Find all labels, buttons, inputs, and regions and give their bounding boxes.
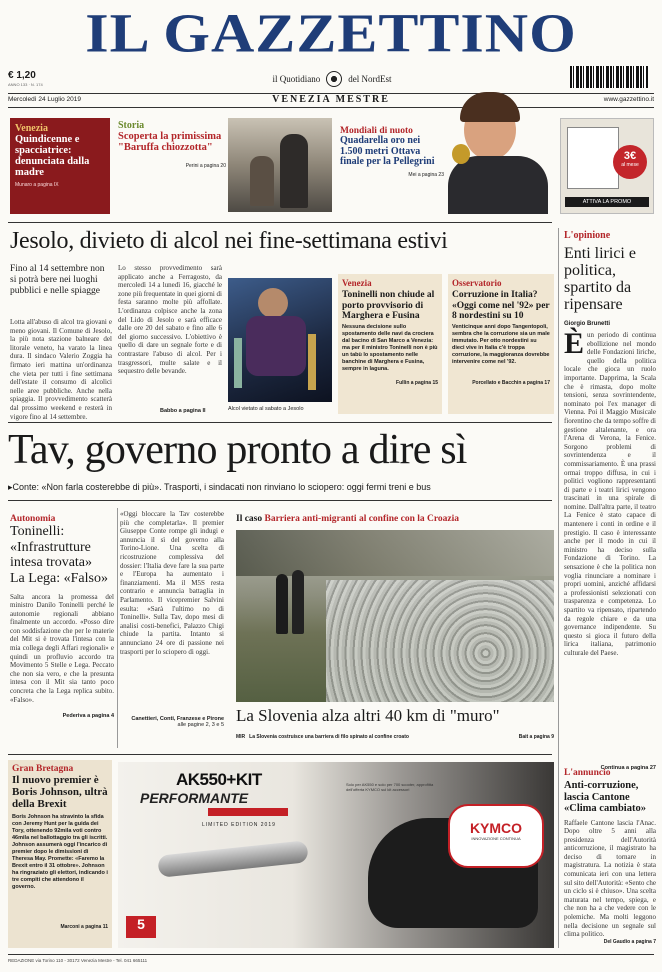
promo-price: 3€ [623,150,637,162]
gb-headline: Il nuovo premier è Boris Johnson, ultrà della Brexit [12,774,108,810]
croazia-headline[interactable]: La Slovenia alza altri 40 km di "muro" [236,706,500,725]
croazia-kicker [236,514,556,524]
osservatorio-box[interactable] [448,274,554,414]
subtitle-left: il Quotidiano [272,74,321,84]
date: Mercoledì 24 Luglio 2019 [8,96,81,103]
osservatorio-body: Venticinque anni dopo Tangentopoli, sembra che la corruzione sia un male immutato. Per otto nordestini su dieci vive in Italia c'è troppa corruzione, la maggioranza dovrebbe intervenire come nel '92. [452,323,550,365]
ad-brand: KYMCO [469,820,523,836]
osservatorio-kicker: Osservatorio [452,278,502,288]
subtitle-right: del NordEst [348,74,392,84]
autonomia-body: Salta ancora la promessa del ministro Danilo Toninelli perché le autonomie regionali abbiano finalmente un accordo. «Posso dire con soddisfazione che per le materie del Mit si è trovata l'intesa con la mia collega degli Affari regionali» e quindi un profluvio accordo tra Movimento 5 Stelle e Lega. Peccato che non sia vero, e che la presunta intesa con il Mit sia tanto poco concreta che la Lega replica subito. «Falso». [10,592,114,704]
ad-subtitle: PERFORMANTE [140,790,249,806]
lead-body-1: Lotta all'abuso di alcol tra giovani e meno giovani. Il Comune di Jesolo, la più nota stazione balneare del litorale veneto, ha varato la linea dura. Il sindaco Valerio Zoggia ha firmato ieri mattina un'ordinanza che vieta per tutti i fine settimana dell'estate il consumo di alcolici nelle aree pubbliche. Anche nella spiaggia. Il provvedimento scatterà dal prossimo weekend e resterà in vigore fino al 14 settembre. [10,318,112,421]
opinion-kicker: L'opinione [564,230,611,241]
main-headline[interactable]: Tav, governo pronto a dire sì [8,427,467,473]
ad-exhaust [157,840,308,878]
croazia-kicker-label: Il caso [236,514,263,524]
venezia-kicker: Venezia [342,278,372,288]
teaser-kicker: Storia [118,120,145,131]
croazia-photo [236,530,554,702]
tav-ref: alle pagine 2, 3 e 5 [177,722,224,728]
promo-button[interactable]: ATTIVA LA PROMO [565,197,649,207]
tav-column[interactable] [120,510,224,728]
autonomia-headline-2: La Lega: «Falso» [10,570,108,586]
ad-logo [448,804,544,868]
gb-box[interactable] [8,760,112,948]
ad-title: AK550+KIT [176,770,262,789]
osservatorio-ref: Porcellato e Bacchin a pagina 17 [472,379,550,386]
venezia-body: Nessuna decisione sullo spostamento delle navi da crociera dal bacino di San Marco a Venezia: ma per il ministro Toninelli non è più un tabù lo spostamento nelle banchine di Marghera e Fusina, sempre in laguna. [342,323,438,372]
lead-headline[interactable]: Jesolo, divieto di alcol nei fine-settimana estivi [10,228,448,254]
opinion-headline: Enti lirici e politica, spartito da ripensare [564,245,636,313]
annuncio-kicker: L'annuncio [564,768,611,778]
lion-icon [326,71,342,87]
gb-kicker: Gran Bretagna [12,764,74,774]
main-deck-text: Conte: «Non farla costerebbe di più». Trasporti, i sindacati non rinviano lo sciopero: oggi fermi treni e bus [12,482,431,492]
venezia-box[interactable] [338,274,442,414]
price: € 1,20 [8,70,36,81]
swimmer-photo [444,86,554,214]
lead-intro: Fino al 14 settembre non si potrà bere nei luoghi pubblici e nelle spiagge [10,264,105,296]
tav-body: «Oggi bloccare la Tav costerebbe più che completarla». Il premier Giuseppe Conte rompe gli indugi e annuncia il sì del governo alla Torino-Lione. Una scelta di ricostruzione complessiva del dossier: l'Italia deve fare la sua parte e l'Europa ha aumentato i finanziamenti. Ma il M5S resta contrario e annuncia battaglia in Parlamento. Il vicepremier Salvini esulta: «Sarà l'ultimo no di Toninelli». Sulla Tav, dopo mesi di analisi costi-benefici, Palazzo Chigi chiude la partita. Intanto si annunciano 24 ore di passione nei trasporti per lo sciopero di oggi. [120,510,224,656]
teaser-venezia[interactable] [10,118,110,214]
masthead-subtitle [246,70,418,88]
lead-body-2: Lo stesso provvedimento sarà applicato anche a Ferragosto, da mercoledì 14 a lunedì 16, giacché le zone più frequentate in quei giorni di festa saranno molte più affollate. L'ordinanza colpisce anche la zona del Lido di Jesolo e sarà efficace dalle ore 20 del sabato e fino alle 6 del giorno successivo. L'obiettivo è quello di dare un segnale forte e di contrastare l'abuso di alcol. Per i trasgressori, multe salate e il sequestro delle bevande. [118,264,222,376]
website[interactable]: www.gazzettino.it [603,96,654,103]
caption-tag: MIR [236,734,246,740]
teaser-headline: Scoperta la primissima "Baruffa chiozzotta" [118,131,222,153]
venezia-headline: Toninelli non chiude al porto provvisorio di Marghera e Fusina [342,290,435,321]
autonomia-headline-1: Toninelli: «Infrastrutture intesa trovata» [10,524,93,570]
croazia-kicker-text: Barriera anti-migranti al confine con la Croazia [264,514,460,524]
lead-photo-caption: Alcol vietato al sabato a Jesolo [228,406,304,412]
kymco-ad[interactable] [118,762,554,948]
masthead-title: IL GAZZETTINO [85,2,577,64]
osservatorio-headline: Corruzione in Italia? «Oggi come nel '92» per 8 nordestini su 10 [452,290,550,321]
venezia-ref: Fullin a pagina 15 [396,379,438,386]
teaser-kicker: Venezia [15,123,48,134]
annuncio-headline: Anti-corruzione, lascia Cantone «Clima cambiato» [564,780,646,814]
tav-ref-names: Canettieri, Conti, Franzese e Pirone [131,716,224,722]
opinion-author: Giorgio Brunetti [564,321,610,327]
annuncio-ref: Del Gaudio a pagina 7 [603,938,656,945]
autonomia[interactable] [10,514,114,719]
ad-red-bar [208,808,288,816]
teaser-ref: Munaro a pagina IX [15,182,59,188]
barcode [570,66,648,88]
teaser-headline: Quindicenne e spacciatrice: denunciata dalla madre [15,134,90,178]
croazia-ref: Bait a pagina 9 [518,734,554,740]
main-deck [8,482,556,493]
ad-tag: LIMITED EDITION 2019 [202,822,276,828]
annuncio-body: Raffaele Cantone lascia l'Anac. Dopo oltre 5 anni alla presidenza dell'Autorità anticorruzione, il magistrato ha deciso di tornare in magistratura. La notizia è stata comunicata ieri con una lettera sul sito dell'Autorità: «Sento che un ciclo si è chiuso». Una scelta maturata nel tempo, spiega, e che non ha a che vedere con le polemiche. Ma molti leggono nella decisione un segnale sul clima politico. [564,818,656,939]
ad-badge: 5 [126,916,156,938]
gb-body: Boris Johnson ha stravinto la sfida con Jeremy Hunt per la guida dei Tory, ottenendo 92mila voti contro 46mila nel ballottaggio tra gli iscritti. Johnson assumerà oggi l'incarico di premier dopo le dimissioni di Theresa May. Promette: «Faremo la Brexit entro il 31 ottobre». Johnson ha ringraziato gli elettori, indicando i tre compiti che attendono il governo. [12,814,108,890]
opinion-body: un periodo di continua ebollizione nel mondo delle Fondazioni liriche, quello della politica locale che gioca un ruolo importante. Dapprima, la Scala che è rimasta, dopo molte tensioni, senza sovrintendente, nominato poi l'ex manager di Vienna. Poi il Maggio Musicale fiorentino che da tempo soffre di gestione altalenante, e ora l'Arena di Verona, la Fenice. Sorgono problemi di sovrintendenza e il commissariamento. È una prassi ormai troppo diffusa, in cui i politici vogliono rappresentanti di parte e i teatri lirici vengono trascinati in una spirale di nomine. Dall'altra parte, il teatro La Fenice è stato capace di mantenere i conti in ordine e il prestigio. Il caso è interessante anche per il modo in cui il ministro ha deciso sulla Fondazione di Torino. La sensazione è che la politica non voglia rinunciare a nominare i propri uomini, anziché affidarsi a professionisti selezionati con trasparenza e competenza. Lo spartito va ripensato, ripartendo da regole chiare e da una governance indipendente. Su questo si gioca il futuro della lirica italiana, patrimonio culturale del Paese. [564,331,656,657]
lead-ref: Babbo a pagina II [160,408,206,414]
autonomia-ref: Pederiva a pagina 4 [62,712,114,719]
promo-period: al mese [621,162,639,168]
opinion-ref: Continua a pagina 27 [600,765,656,771]
footer: REDAZIONE via Torino 110 - 30172 Venezia Mestre - Tel. 041 665111 [8,958,148,963]
ad-brand-tag: INNOVAZIONE CONTINUA [471,836,521,841]
teaser-headline: Quadarella oro nei 1.500 metri Ottava finale per la Pellegrini [340,135,435,167]
opinion-dropcap: È [564,327,585,360]
teaser-ref: Perini a pagina 20 [185,163,226,169]
gb-ref: Marconi a pagina 11 [60,924,108,930]
annuncio[interactable] [564,768,656,945]
teaser-kicker: Mondiali di nuoto [340,126,413,136]
teaser-storia-photo [228,118,332,212]
teaser-storia[interactable] [118,120,226,212]
caption-text: La Slovenia costruisce una barriera di filo spinato al confine croato [249,734,409,740]
promo-box[interactable] [560,118,654,214]
ad-offer: Solo per AK550 e solo per 700 scooter, approfitta dell'offerta KYMCO sul kit accessori [346,782,434,792]
edition: VENEZIA MESTRE [272,94,390,105]
price-note: ANNO 133 · N. 174 [8,82,43,87]
opinion[interactable] [564,230,656,771]
teaser-ref: Mei a pagina 23 [408,171,444,178]
autonomia-kicker: Autonomia [10,514,56,524]
deck-arrow-icon: ▸ [8,482,13,492]
teaser-nuoto[interactable] [340,126,444,212]
lead-photo [228,278,332,402]
croazia-caption [236,734,554,740]
